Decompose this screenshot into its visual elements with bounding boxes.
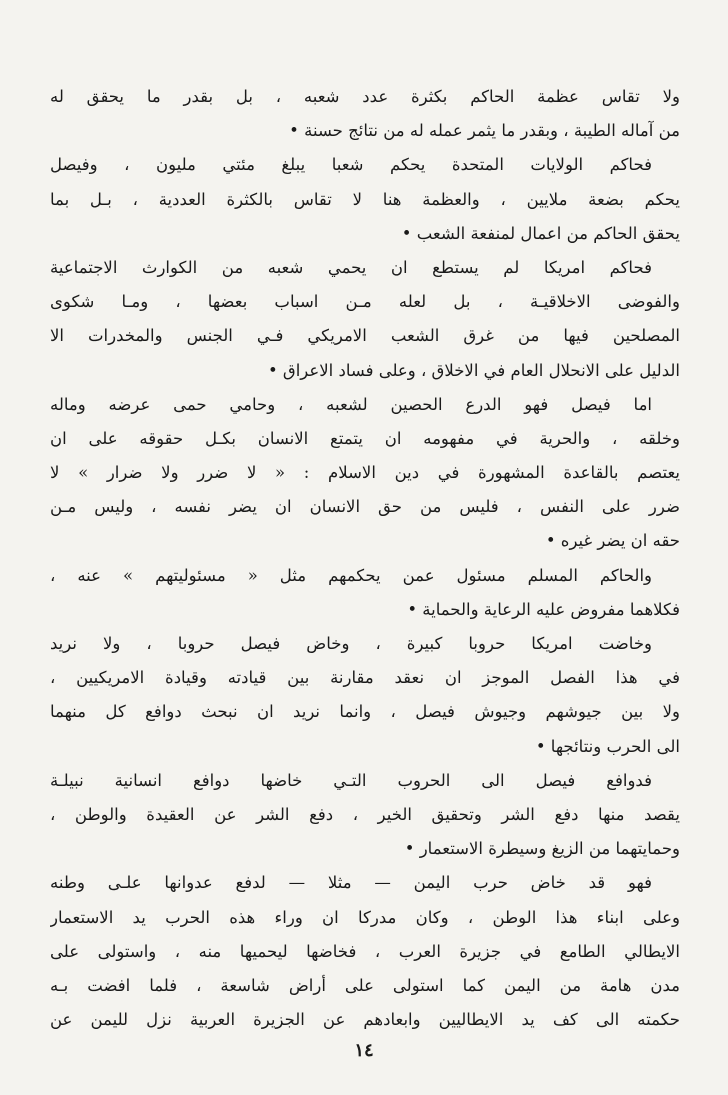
text-line: الدليل على الانحلال العام في الاخلاق ، وعلى فساد الاعراق • [267, 360, 680, 380]
document-body [50, 80, 680, 1037]
text-line: يحكم بضعة ملايين ، والعظمة هنا لا تقاس بالكثرة العددية ، بـل بما [50, 189, 680, 209]
text-line: ولا تقاس عظمة الحاكم بكثرة عدد شعبه ، بل بقدر ما يحقق له [50, 87, 680, 106]
text-line: والفوضى الاخلاقيـة ، بل لعله مـن اسباب بعضها ، ومـا شكوى [50, 292, 680, 312]
text-line: والحاكم المسلم مسئول عمن يحكمهم مثل « مسئوليتهم » عنه ، [50, 565, 652, 585]
text-line: حقه ان يضر غيره • [545, 531, 680, 551]
text-line: الى الحرب ونتائجها • [535, 736, 680, 756]
text-line: وحمايتهما من الزيغ وسيطرة الاستعمار • [404, 839, 680, 859]
text-line: فهو قد خاض حرب اليمن — مثلا — لدفع عدوانها علـى وطنه [50, 873, 652, 893]
text-line: اما فيصل فهو الدرع الحصين لشعبه ، وحامي حمى عرضه وماله [50, 394, 652, 414]
text-line: فحاكم امريكا لم يستطع ان يحمي شعبه من الكوارث الاجتماعية [50, 257, 652, 277]
text-line: فكلاهما مفروض عليه الرعاية والحماية • [407, 599, 680, 619]
text-line: يعتصم بالقاعدة المشهورة في دين الاسلام : « لا ضرر ولا ضرار » لا [50, 463, 680, 483]
page-number: ١٤ [354, 1040, 374, 1061]
text-line: يقصد منها دفع الشر وتحقيق الخير ، دفع الشر عن العقيدة والوطن ، [50, 804, 680, 824]
text-line: المصلحين فيها من غرق الشعب الامريكي فـي الجنس والمخدرات الا [50, 326, 680, 346]
text-line: مدن هامة من اليمن كما استولى على أراض شاسعة ، فلما افضت بـه [50, 975, 680, 995]
text-line: في هذا الفصل الموجز ان نعقد مقارنة بين قيادته وقيادة الامريكيين ، [50, 668, 680, 688]
text-line: ضرر على النفس ، فليس من حق الانسان ان يضر نفسه ، وليس مـن [50, 497, 680, 517]
text-line: الايطالي الطامع في جزيرة العرب ، فخاضها ليحميها منه ، واستولى على [50, 941, 680, 961]
text-line: يحقق الحاكم من اعمال لمنفعة الشعب • [401, 223, 680, 243]
text-line: حكمته الى كف يد الايطاليين وابعادهم عن الجزيرة العربية نزل لليمن عن [50, 1010, 680, 1030]
text-line: وعلى ابناء هذا الوطن ، وكان مدركا ان وراء هذه الحرب يد الاستعمار [50, 907, 680, 927]
text-line: ولا بين جيوشهم وجيوش فيصل ، وانما نريد ان نبحث دوافع كل منهما [50, 702, 680, 722]
text-line: وخلقه ، والحرية في مفهومه ان يتمتع الانسان بكـل حقوقه على ان [50, 428, 680, 448]
text-line: فحاكم الولايات المتحدة يحكم شعبا يبلغ مئتي مليون ، وفيصل [50, 155, 652, 175]
text-line: فدوافع فيصل الى الحروب التـي خاضها دوافع انسانية نبيلـة [50, 770, 652, 790]
text-line: من آماله الطيبة ، وبقدر ما يثمر عمله له من نتائج حسنة • [289, 121, 680, 141]
text-line: وخاضت امريكا حروبا كبيرة ، وخاض فيصل حروبا ، ولا نريد [50, 634, 652, 653]
